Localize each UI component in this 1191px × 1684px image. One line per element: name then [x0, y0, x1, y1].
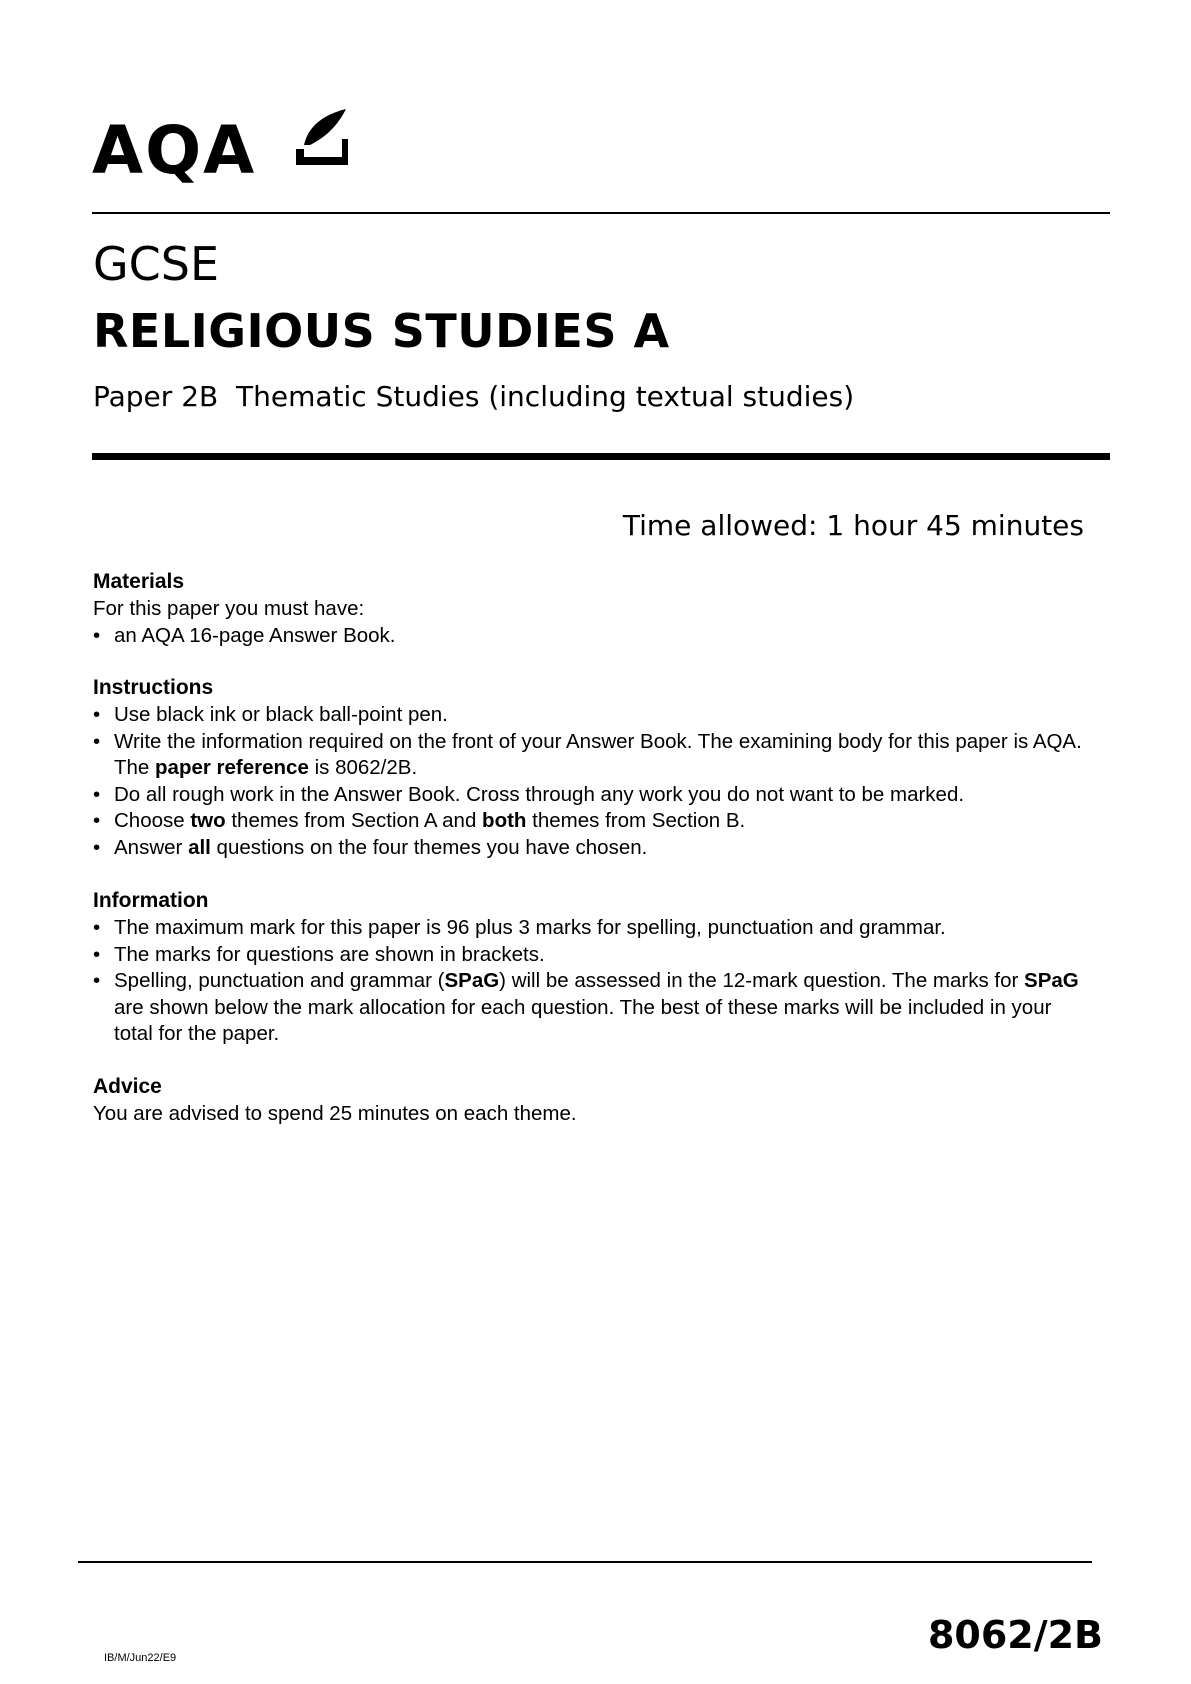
instruction-text: Choose [114, 809, 191, 832]
information-text: are shown below the mark allocation for each question. The best of these marks will be included in your total for the paper. [114, 995, 1052, 1045]
paper-title: Paper 2B Thematic Studies (including textual studies) [93, 380, 855, 413]
list-item [93, 808, 1093, 835]
instructions-heading: Instructions [93, 676, 214, 699]
list-item [93, 835, 1093, 862]
list-item [93, 915, 1093, 942]
top-divider [92, 212, 1110, 214]
instruction-emphasis: all [188, 835, 211, 859]
instruction-emphasis: two [190, 809, 226, 832]
list-item [93, 729, 1093, 782]
information-heading: Information [93, 889, 209, 912]
advice-text: You are advised to spend 25 minutes on each theme. [93, 1102, 577, 1125]
information-emphasis: SPaG [444, 969, 500, 992]
instruction-text: Do all rough work in the Answer Book. Cross through any work you do not want to be marked. [114, 782, 965, 806]
instruction-text: Write the information required on the front of your Answer Book. The examining body for this paper is AQA. The [114, 729, 1082, 779]
information-section [93, 887, 1093, 1048]
instruction-emphasis: paper reference [155, 756, 309, 779]
logo-text: AQA [92, 112, 257, 189]
materials-list [93, 623, 1093, 650]
list-item [93, 942, 1093, 969]
logo-mark-icon [296, 105, 348, 165]
instruction-text: is 8062/2B. [308, 756, 418, 779]
information-text: Spelling, punctuation and grammar ( [114, 969, 445, 992]
information-list [93, 915, 1093, 1048]
information-emphasis: SPaG [1024, 969, 1079, 992]
materials-heading: Materials [93, 570, 185, 593]
document-code: IB/M/Jun22/E9 [104, 1652, 177, 1664]
instruction-emphasis: both [482, 809, 527, 832]
instruction-text: themes from Section A and [225, 809, 483, 832]
information-text: The marks for questions are shown in brackets. [114, 942, 545, 966]
instruction-text: themes from Section B. [526, 809, 746, 832]
paper-code: 8062/2B [927, 1613, 1103, 1657]
materials-section [93, 568, 1093, 649]
instruction-text: Answer [114, 835, 189, 859]
list-item: • an AQA 16-page Answer Book. [93, 623, 1093, 650]
aqa-logo [92, 105, 362, 197]
footer-divider [78, 1561, 1092, 1563]
list-item [93, 968, 1093, 1048]
list-item [93, 782, 1093, 809]
advice-heading: Advice [93, 1075, 162, 1098]
materials-intro: For this paper you must have: [93, 597, 365, 620]
advice-section [93, 1073, 1093, 1128]
information-text: ) will be assessed in the 12-mark question. The marks for [499, 969, 1025, 992]
subject-title: RELIGIOUS STUDIES A [93, 304, 670, 358]
time-allowed: Time allowed: 1 hour 45 minutes [622, 509, 1084, 542]
instruction-text: questions on the four themes you have chosen. [210, 835, 648, 859]
instruction-text: Use black ink or black ball-point pen. [114, 703, 448, 726]
list-item [93, 702, 1093, 729]
information-text: The maximum mark for this paper is 96 plus 3 marks for spelling, punctuation and grammar. [114, 916, 946, 939]
instructions-list [93, 702, 1093, 861]
instructions-section [93, 674, 1093, 861]
thick-divider [92, 453, 1110, 460]
qualification-title: GCSE [93, 237, 220, 291]
